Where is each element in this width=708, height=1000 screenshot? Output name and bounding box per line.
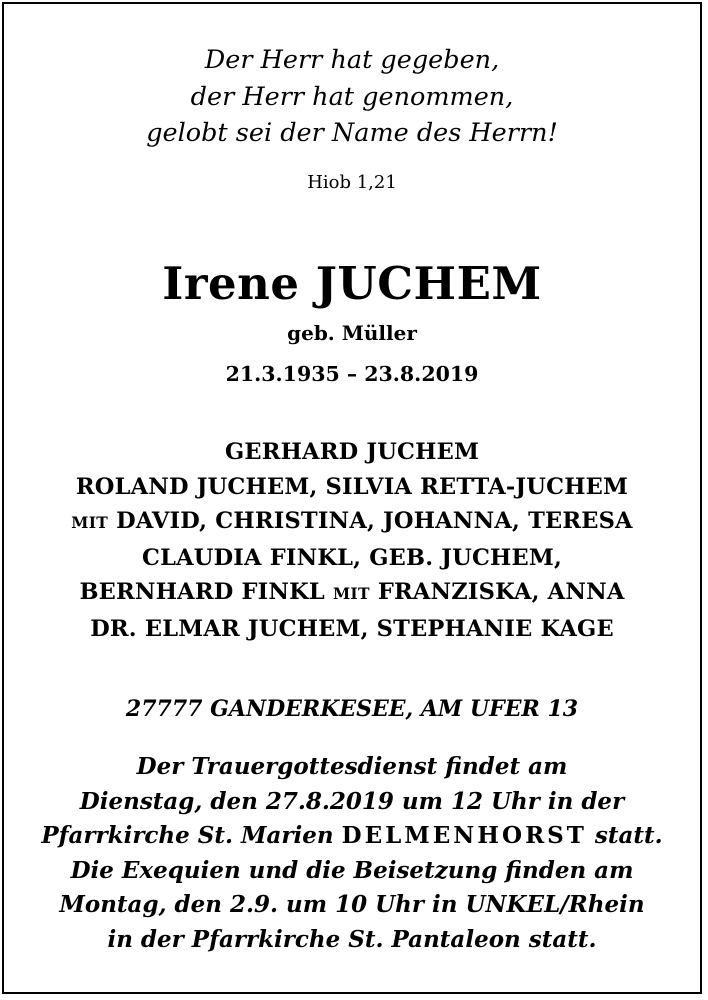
service-line-4: Die Exequien und die Beisetzung finden am bbox=[70, 856, 634, 884]
service-line-3-end: statt. bbox=[586, 822, 663, 849]
address: 27777 GANDERKESEE, AM UFER 13 bbox=[125, 696, 579, 722]
mourner-line-5-name: BERNHARD FINKL bbox=[79, 579, 333, 605]
service-line-1: Der Trauergottesdienst findet am bbox=[136, 753, 568, 780]
verse-line-2: der Herr hat genommen, bbox=[190, 81, 514, 112]
service-line-3-church: Pfarrkirche St. Marien bbox=[41, 822, 342, 849]
life-dates: 21.3.1935 – 23.8.2019 bbox=[225, 362, 479, 386]
deceased-name: Irene JUCHEM bbox=[162, 257, 542, 310]
bible-verse bbox=[4, 42, 700, 152]
service-line-3 bbox=[4, 819, 700, 854]
verse-reference: Hiob 1,21 bbox=[307, 172, 397, 193]
mourner-line-4: CLAUDIA FINKL, GEB. JUCHEM, bbox=[141, 544, 562, 571]
maiden-name: geb. Müller bbox=[287, 321, 417, 345]
mourner-line-2: ROLAND JUCHEM, SILVIA RETTA-JUCHEM bbox=[75, 473, 629, 500]
mourner-line-3 bbox=[4, 504, 700, 541]
service-line-6: in der Pfarrkirche St. Pantaleon statt. bbox=[107, 925, 597, 953]
mit-word: MIT bbox=[332, 584, 370, 603]
service-info bbox=[4, 750, 700, 957]
service-line-2: Dienstag, den 27.8.2019 um 12 Uhr in der bbox=[79, 787, 625, 815]
mourner-line-5 bbox=[4, 575, 700, 612]
mourner-line-3-names: DAVID, CHRISTINA, JOHANNA, TERESA bbox=[108, 508, 633, 534]
obituary-notice bbox=[2, 2, 702, 994]
mit-word: MIT bbox=[71, 513, 109, 532]
mourner-line-1: GERHARD JUCHEM bbox=[224, 439, 480, 465]
mourners-list bbox=[4, 435, 700, 646]
service-city: DELMENHORST bbox=[341, 822, 587, 849]
verse-line-3: gelobt sei der Name des Herrn! bbox=[146, 118, 558, 148]
mourner-line-5-children: FRANZISKA, ANNA bbox=[369, 579, 625, 605]
mourner-line-6: DR. ELMAR JUCHEM, STEPHANIE KAGE bbox=[90, 615, 614, 642]
service-line-5: Montag, den 2.9. um 10 Uhr in UNKEL/Rhein bbox=[59, 891, 645, 918]
verse-line-1: Der Herr hat gegeben, bbox=[204, 45, 500, 75]
